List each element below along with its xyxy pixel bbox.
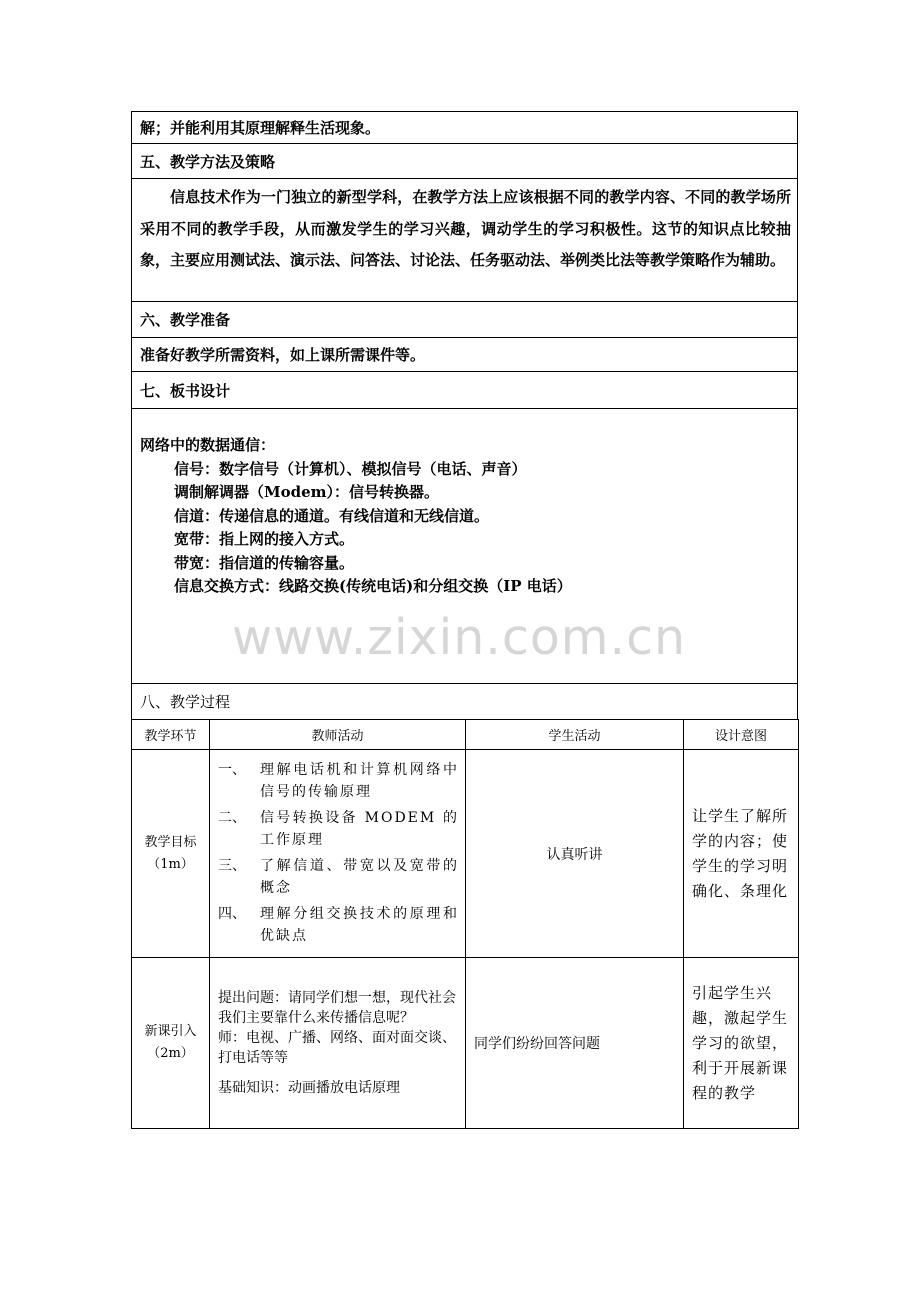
goal-text: 了解信道、带宽以及宽带的概念 [260,858,459,896]
header-teacher: 教师活动 [210,720,466,750]
teacher-basics: 基础知识：动画播放电话原理 [218,1080,400,1096]
board-item: 宽带：指上网的接入方式。 [174,530,355,548]
methods-text: 信息技术作为一门独立的新型学科，在教学方法上应该根据不同的教学内容、不同的教学场所采用不同的教学手段，从而激发学生的学习兴趣，调动学生的学习积极性。这节的知识点比较抽象，主要应用测试法、演示法、问答法、讨论法、任务驱动法、举例类比法等教学策略作为辅助。 [140,188,791,269]
goal-number: 三、 [218,858,246,874]
goal-number: 一、 [218,762,246,778]
goal-number: 四、 [218,906,246,922]
board-item: 信息交换方式：线路交换(传统电话)和分组交换（IP 电话） [174,577,572,595]
understand-line: 解；并能利用其原理解释生活现象。 [140,119,381,137]
prep-body-section [131,337,798,371]
goal-text: 理解分组交换技术的原理和优缺点 [260,906,459,944]
prep-title-section [131,301,798,337]
teacher-cell [210,958,466,1129]
header-intent: 设计意图 [684,720,799,750]
methods-body-section [131,178,798,301]
stage-cell [132,958,210,1129]
methods-title: 五、教学方法及策略 [140,152,276,171]
header-stage: 教学环节 [132,720,210,750]
goal-number: 二、 [218,810,246,826]
intent-cell: 让学生了解所学的内容；使学生的学习明确化、条理化 [684,750,799,958]
board-item: 带宽：指信道的传输容量。 [174,553,355,572]
stage-time: （1m） [147,856,194,872]
teacher-answer: 师：电视、广播、网络、面对面交谈、打电话等等 [218,1030,456,1066]
teacher-question: 提出问题：请同学们想一想，现代社会我们主要靠什么来传播信息呢？ [218,990,456,1026]
process-table [131,719,799,1129]
lesson-plan [131,111,798,1129]
board-design [132,409,797,683]
table-header-row [132,720,799,750]
watermark: www.zixin.com.cn [232,609,687,666]
goal-item [218,759,459,803]
understand-section [131,111,798,143]
table-row [132,750,799,958]
intent-cell: 引起学生兴趣，激起学生学习的欲望，利于开展新课程的教学 [684,958,799,1129]
goal-item [218,903,459,947]
board-title-section [131,371,798,408]
process-title-section [131,683,798,719]
student-cell: 同学们纷纷回答问题 [466,958,684,1129]
prep-text: 准备好教学所需资料，如上课所需课件等。 [140,346,426,364]
goal-item [218,855,459,899]
board-item: 调制解调器（Modem）：信号转换器。 [174,483,440,501]
stage-label: 教学目标 [144,834,197,850]
teacher-cell [210,750,466,958]
methods-title-section [131,143,798,178]
stage-cell [132,750,210,958]
student-cell: 认真听讲 [466,750,684,958]
board-title: 七、板书设计 [140,381,231,400]
board-heading: 网络中的数据通信： [140,436,276,454]
goal-text: 理解电话机和计算机网络中信号的传输原理 [260,762,459,800]
table-row [132,958,799,1129]
board-item: 信道：传递信息的通道。有线信道和无线信道。 [174,506,490,525]
goal-item [218,807,459,851]
process-title: 八、教学过程 [140,693,231,711]
prep-title: 六、教学准备 [140,311,231,329]
stage-time: （2m） [147,1046,194,1061]
goal-text: 信号转换设备 MODEM 的工作原理 [260,810,459,848]
board-body-section [131,408,798,683]
board-item: 信号：数字信号（计算机）、模拟信号（电话、声音） [174,459,527,478]
header-student: 学生活动 [466,720,684,750]
stage-label: 新课引入 [144,1024,197,1039]
